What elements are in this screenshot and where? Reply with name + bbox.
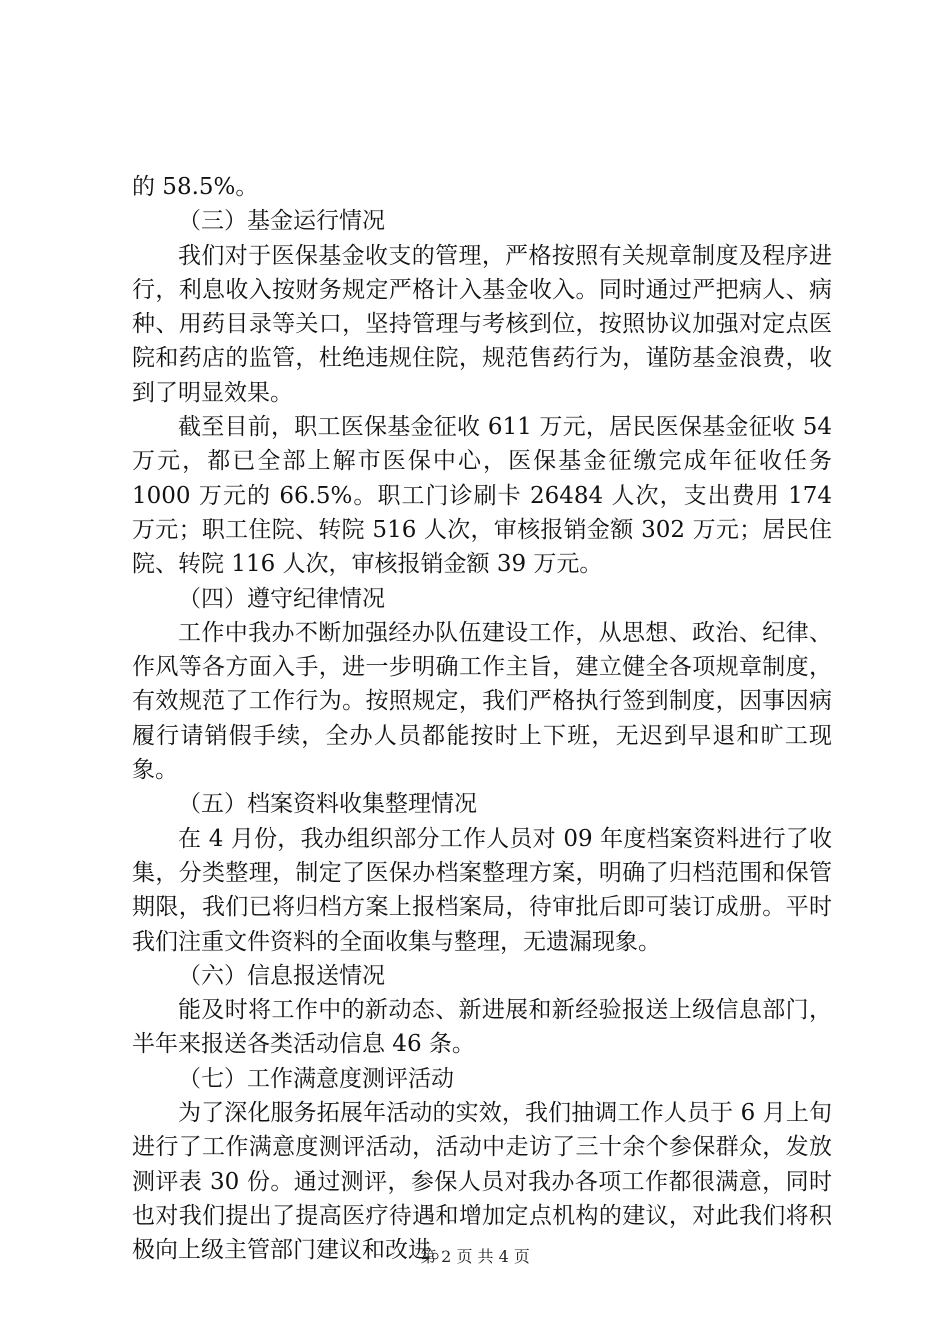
section-heading-archives: （五）档案资料收集整理情况 [178,791,477,818]
paragraph-discipline: 工作中我办不断加强经办队伍建设工作，从思想、政治、纪律、作风等各方面入手，进一步明确工作主旨，建立健全各项规章制度，有效规范了工作行为。按照规定，我们严格执行签到制度，因事因病履行请销假手续，全办人员都能按时上下班，无迟到早退和旷工现象。 [132,619,832,784]
section-heading-information: （六）信息报送情况 [178,962,385,989]
paragraph-fund-management: 我们对于医保基金收支的管理，严格按照有关规章制度及程序进行，利息收入按财务规定严格计入基金收入。同时通过严把病人、病种、用药目录等关口，坚持管理与考核到位，按照协议加强对定点医院和药店的监管，杜绝违规住院，规范售药行为，谨防基金浪费，收到了明显效果。 [132,242,832,406]
section-heading-satisfaction: （七）工作满意度测评活动 [178,1065,454,1092]
page-number-footer: 第 2 页 共 4 页 [420,1247,530,1266]
section-heading-discipline: （四）遵守纪律情况 [178,585,385,612]
paragraph-continuation: 的 58.5%。 [132,174,259,200]
paragraph-fund-figures: 截至目前，职工医保基金征收 611 万元，居民医保基金征收 54 万元，都已全部上解市医保中心，医保基金征缴完成年征收任务 1000 万元的 66.5%。职工门诊刷卡 26484 人次，支出费用 174 万元；职工住院、转院 516 人次，审核报销金额 302 万元；居民住院、转院 116 人次，审核报销金额 39 万元。 [132,414,832,578]
paragraph-archives: 在 4 月份，我办组织部分工作人员对 09 年度档案资料进行了收集，分类整理，制定了医保办档案整理方案，明确了归档范围和保管期限，我们已将归档方案上报档案局，待审批后即可装订成册。平时我们注重文件资料的全面收集与整理，无遗漏现象。 [132,825,832,955]
paragraph-information: 能及时将工作中的新动态、新进展和新经验报送上级信息部门，半年来报送各类活动信息 46 条。 [132,997,832,1058]
section-heading-fund-operation: （三）基金运行情况 [178,208,385,235]
paragraph-satisfaction: 为了深化服务拓展年活动的实效，我们抽调工作人员于 6 月上旬进行了工作满意度测评活动，活动中走访了三十余个参保群众，发放测评表 30 份。通过测评，参保人员对我办各项工作都很满意，同时也对我们提出了提高医疗待遇和增加定点机构的建议，对此我们将积极向上级主管部门建议和改进。 [132,1100,832,1264]
document-body [132,170,832,1268]
